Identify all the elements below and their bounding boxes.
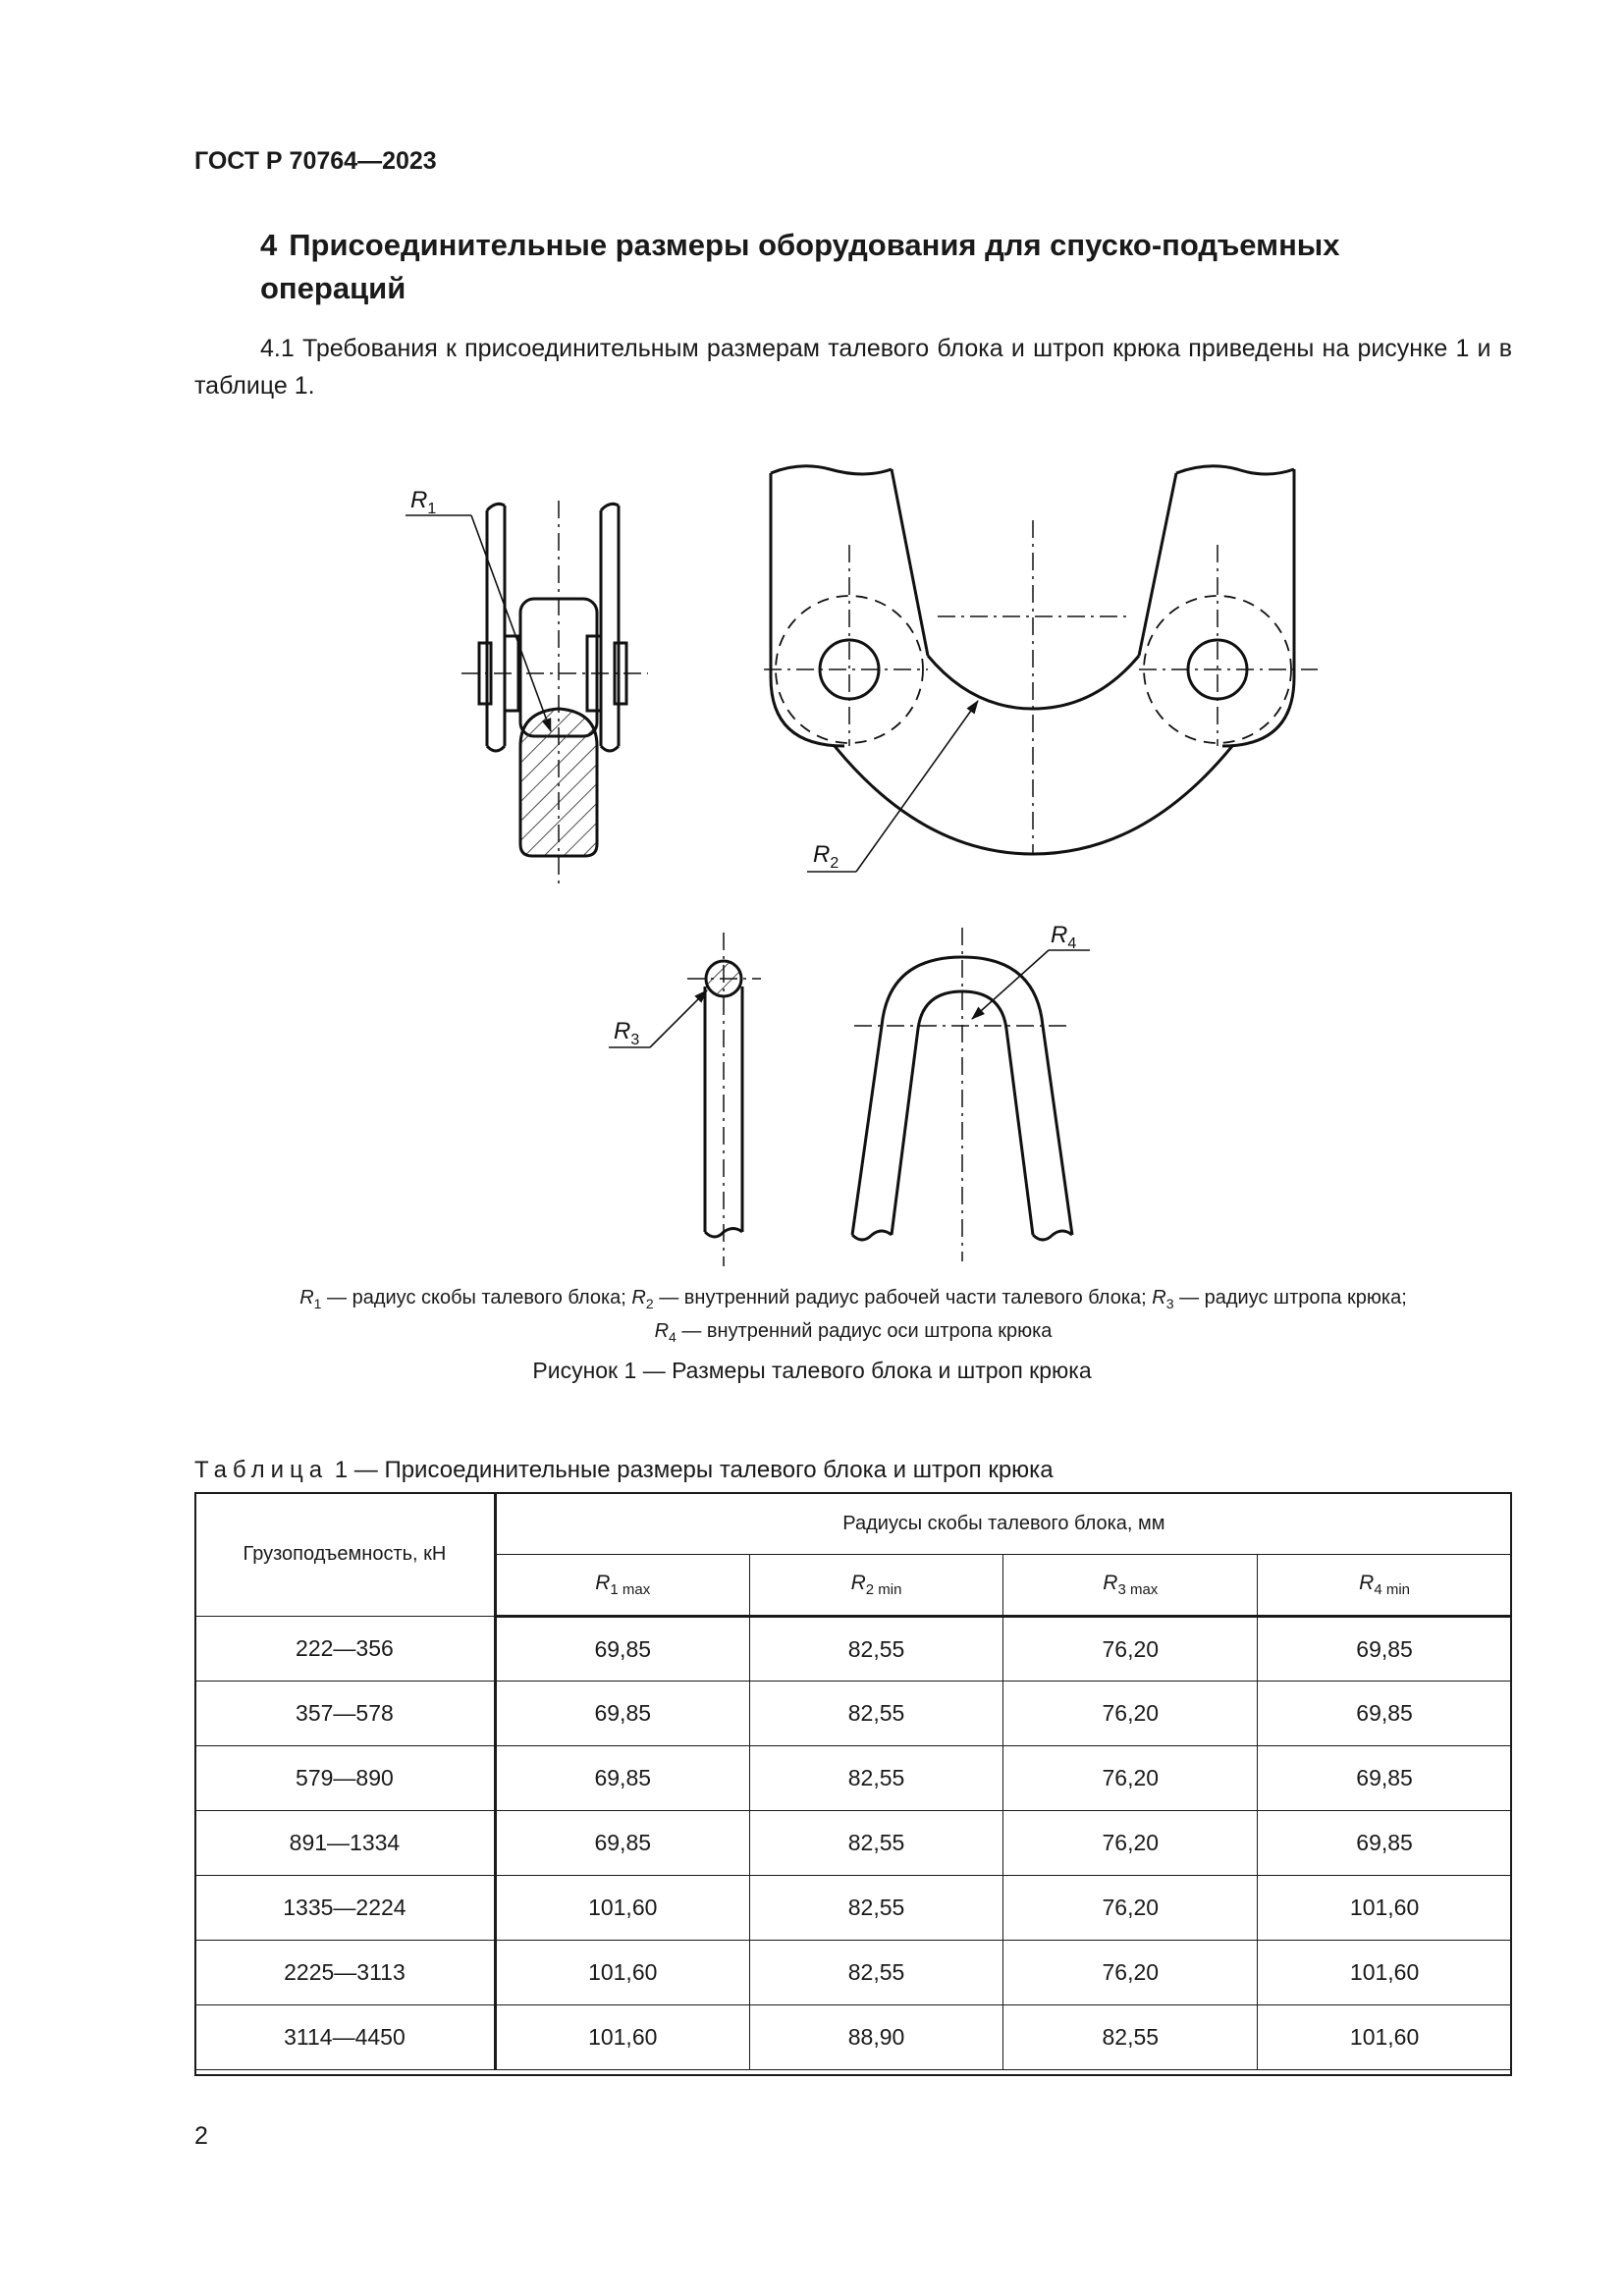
header-r1-sub: 1 max [610, 1581, 651, 1598]
legend-r3-symbol: R [1152, 1287, 1166, 1308]
r2-label [813, 841, 839, 872]
r2-symbol: R [813, 841, 831, 868]
header-r4-symbol: R [1359, 1572, 1375, 1594]
r4-label [1051, 922, 1076, 952]
cell-r2: 82,55 [749, 1811, 1003, 1876]
table-caption [194, 1457, 1054, 1484]
r4-subscript: 4 [1067, 935, 1077, 952]
cell-capacity: 357—578 [195, 1682, 496, 1746]
page-number: 2 [194, 2122, 208, 2150]
cell-r4: 69,85 [1258, 1617, 1512, 1682]
header-r3-sub: 3 max [1117, 1581, 1159, 1598]
legend-r1-text: — радиус скобы талевого блока; [321, 1287, 632, 1308]
r3-subscript: 3 [630, 1032, 640, 1048]
header-r3-symbol: R [1103, 1572, 1118, 1594]
cell-r1: 101,60 [495, 1876, 749, 1941]
table-row [195, 1746, 1512, 1811]
cell-capacity: 579—890 [195, 1746, 496, 1811]
figure-caption: Рисунок 1 — Размеры талевого блока и штроп крюка [532, 1358, 1092, 1383]
paragraph-4-1 [194, 330, 1512, 404]
figure-legend [194, 1284, 1512, 1351]
header-r1-max [495, 1555, 749, 1617]
header-r1-symbol: R [595, 1572, 611, 1594]
cell-r4: 69,85 [1258, 1682, 1512, 1746]
cell-r3: 76,20 [1003, 1941, 1258, 2005]
header-r2-sub: 2 min [865, 1581, 902, 1598]
r1-symbol: R [410, 487, 428, 513]
cell-capacity: 3114—4450 [195, 2005, 496, 2070]
block-front-axes [764, 520, 1318, 854]
table-row [195, 1811, 1512, 1876]
link-side-axes [687, 933, 761, 1266]
legend-r1-sub: 1 [313, 1296, 322, 1311]
cell-r2: 88,90 [749, 2005, 1003, 2070]
section-heading [260, 224, 1488, 310]
cell-r4: 101,60 [1258, 1941, 1512, 2005]
r1-subscript: 1 [427, 501, 437, 517]
cell-r4: 69,85 [1258, 1746, 1512, 1811]
r2-leader [807, 701, 978, 872]
paragraph-text: 4.1 Требования к присоединительным размерам талевого блока и штроп крюка приведены на рисунке 1 и в таблице 1. [194, 335, 1512, 400]
header-r2-min [749, 1555, 1003, 1617]
table-row [195, 1682, 1512, 1746]
cell-r2: 82,55 [749, 1746, 1003, 1811]
cell-r2: 82,55 [749, 1682, 1003, 1746]
legend-r2-sub: 2 [645, 1296, 654, 1311]
cell-r4: 69,85 [1258, 1811, 1512, 1876]
header-radii-group: Радиусы скобы талевого блока, мм [495, 1493, 1511, 1555]
header-capacity: Грузоподъемность, кН [195, 1493, 496, 1617]
legend-r3-sub: 3 [1165, 1296, 1174, 1311]
r4-symbol: R [1051, 922, 1068, 948]
cell-r2: 82,55 [749, 1941, 1003, 2005]
cell-r3: 76,20 [1003, 1876, 1258, 1941]
legend-r1-symbol: R [299, 1287, 314, 1308]
cell-r1: 69,85 [495, 1811, 749, 1876]
legend-r2-symbol: R [631, 1287, 646, 1308]
r3-label [614, 1018, 639, 1048]
header-r4-sub: 4 min [1374, 1581, 1411, 1598]
cell-r3: 76,20 [1003, 1617, 1258, 1682]
r3-symbol: R [614, 1018, 631, 1044]
cell-r2: 82,55 [749, 1617, 1003, 1682]
table-row [195, 1617, 1512, 1682]
legend-r4-sub: 4 [669, 1329, 677, 1345]
cell-capacity: 891—1334 [195, 1811, 496, 1876]
cell-r4: 101,60 [1258, 1876, 1512, 1941]
cell-r3: 76,20 [1003, 1682, 1258, 1746]
cell-r3: 82,55 [1003, 2005, 1258, 2070]
cell-capacity: 1335—2224 [195, 1876, 496, 1941]
section-title: Присоединительные размеры оборудования для спуско-подъемных операций [260, 228, 1340, 305]
cell-r1: 69,85 [495, 1746, 749, 1811]
cell-r1: 69,85 [495, 1617, 749, 1682]
cell-r1: 69,85 [495, 1682, 749, 1746]
table-caption-word: Таблица [194, 1457, 329, 1483]
legend-r3-text: — радиус штропа крюка; [1173, 1287, 1407, 1308]
table-row [195, 2005, 1512, 2070]
r2-subscript: 2 [830, 855, 839, 872]
figure-1-drawing [0, 432, 1624, 1276]
cell-r1: 101,60 [495, 1941, 749, 2005]
dimensions-table [194, 1492, 1512, 2070]
table-row [195, 1941, 1512, 2005]
block-side-view [479, 504, 626, 856]
cell-r3: 76,20 [1003, 1746, 1258, 1811]
cell-r4: 101,60 [1258, 2005, 1512, 2070]
document-header: ГОСТ Р 70764—2023 [194, 147, 437, 175]
header-r3-max [1003, 1555, 1258, 1617]
cell-capacity: 2225—3113 [195, 1941, 496, 2005]
link-front-axes [854, 928, 1070, 1261]
cell-capacity: 222—356 [195, 1617, 496, 1682]
table-row [195, 1876, 1512, 1941]
section-number: 4 [260, 228, 278, 262]
legend-r4-text: — внутренний радиус оси штропа крюка [676, 1320, 1053, 1342]
header-r2-symbol: R [850, 1572, 866, 1594]
legend-r2-text: — внутренний радиус рабочей части талевого блока; [653, 1287, 1153, 1308]
cell-r2: 82,55 [749, 1876, 1003, 1941]
r1-label [410, 487, 436, 517]
table-caption-text: 1 — Присоединительные размеры талевого блока и штроп крюка [328, 1457, 1054, 1483]
cell-r3: 76,20 [1003, 1811, 1258, 1876]
header-r4-min [1258, 1555, 1512, 1617]
legend-r4-symbol: R [654, 1320, 670, 1342]
cell-r1: 101,60 [495, 2005, 749, 2070]
